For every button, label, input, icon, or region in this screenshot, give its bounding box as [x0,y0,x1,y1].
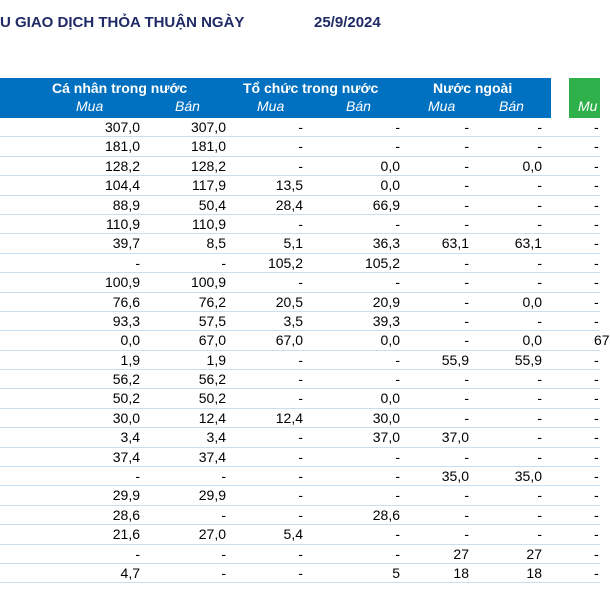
table-cell: - [464,177,469,194]
table-cell: - [464,254,469,271]
table-cell: - [594,506,599,523]
table-cell: 55,9 [441,351,469,368]
table-cell: - [135,468,140,485]
group-header-institution-domestic: Tổ chức trong nước [243,80,379,96]
table-cell: - [594,371,599,388]
table-cell: - [537,409,542,426]
table-cell: 55,9 [514,351,542,368]
table-cell: 37,0 [372,429,400,446]
subheader-buy: Mua [428,98,456,114]
table-cell: - [537,138,542,155]
table-row [0,486,600,505]
table-cell: - [395,119,400,135]
table-cell: 20,9 [372,293,400,310]
table-cell: - [298,429,303,446]
table-cell: - [537,487,542,504]
table-cell: - [395,545,400,562]
table-cell: 5,1 [283,235,303,252]
table-row [0,254,600,273]
table-cell: 57,5 [198,312,226,329]
table-cell: - [594,293,599,310]
table-cell: - [298,274,303,291]
table-cell: - [298,390,303,407]
table-cell: - [594,390,599,407]
table-cell: 50,2 [198,390,226,407]
table-cell: 105,2 [267,254,303,271]
data-rows [0,118,610,583]
table-cell: - [594,409,599,426]
table-cell: 39,7 [112,235,140,252]
subheader-sell: Bán [346,98,371,114]
table-cell: 3,4 [206,429,226,446]
table-cell: - [298,371,303,388]
table-cell: 50,4 [198,196,226,213]
table-cell: 18 [453,564,469,581]
table-cell: - [221,564,226,581]
table-cell: 128,2 [104,157,140,174]
table-cell: - [537,390,542,407]
table-cell: 67 [594,332,610,349]
table-cell: - [464,138,469,155]
table-cell: - [594,274,599,291]
table-cell: - [221,545,226,562]
table-cell: - [298,545,303,562]
table-cell: 117,9 [192,177,226,194]
table-cell: - [464,332,469,349]
table-cell: 0,0 [522,332,542,349]
table-cell: - [537,177,542,194]
table-cell: 100,9 [104,274,140,291]
table-cell: - [464,274,469,291]
table-cell: - [464,526,469,543]
table-row [0,196,600,215]
subheader-buy: Mua [257,98,285,114]
table-cell: - [594,526,599,543]
group-header-individual-domestic: Cá nhân trong nước [52,80,188,96]
table-cell: - [594,468,599,485]
table-cell: 100,9 [190,274,226,291]
table-cell: - [464,487,469,504]
table-cell: - [298,487,303,504]
table-row [0,312,600,331]
table-row [0,467,600,486]
table-cell: 110,9 [192,215,226,232]
table-cell: - [395,215,400,232]
table-row [0,293,600,312]
table-cell: 181,0 [190,138,226,155]
table-cell: 35,0 [441,468,469,485]
table-cell: - [464,409,469,426]
table-cell: - [537,448,542,465]
table-cell: - [395,448,400,465]
table-cell: - [594,119,599,135]
table-cell: - [594,487,599,504]
table-cell: 30,0 [372,409,400,426]
table-cell: 63,1 [441,235,469,252]
table-cell: - [537,274,542,291]
table-cell: 0,0 [120,332,140,349]
table-cell: - [594,215,599,232]
table-cell: - [221,468,226,485]
table-cell: 21,6 [112,526,140,543]
table-cell: 0,0 [380,332,400,349]
table-cell: - [298,138,303,155]
table-cell: - [135,545,140,562]
table-cell: 66,9 [372,196,400,213]
table-cell: - [594,138,599,155]
subheader-sell: Bán [175,98,200,114]
table-cell: 30,0 [112,409,140,426]
table-cell: - [594,351,599,368]
table-cell: - [298,119,303,135]
table-cell: - [464,157,469,174]
table-cell: 67,0 [198,332,226,349]
table-cell: 5,4 [283,526,303,543]
table-cell: - [594,196,599,213]
table-row [0,215,600,234]
table-cell: 36,3 [372,235,400,252]
table-cell: 12,4 [275,409,303,426]
table-row [0,506,600,525]
table-cell: - [594,254,599,271]
table-cell: - [594,312,599,329]
table-cell: - [594,429,599,446]
table-row [0,564,600,583]
table-cell: 67,0 [275,332,303,349]
table-cell: - [537,215,542,232]
report-date: 25/9/2024 [314,14,381,31]
table-row [0,409,600,428]
table-cell: 13,5 [275,177,303,194]
table-cell: 110,9 [106,215,140,232]
table-cell: - [395,351,400,368]
table-row [0,176,600,195]
table-cell: 88,9 [112,196,140,213]
table-cell: 27 [526,545,542,562]
table-row [0,545,600,564]
table-cell: 3,4 [120,429,140,446]
table-row [0,428,600,447]
table-cell: - [464,119,469,135]
table-cell: 181,0 [104,138,140,155]
table-cell: 27 [453,545,469,562]
table-cell: 37,4 [112,448,140,465]
table-cell: - [537,312,542,329]
table-cell: - [298,157,303,174]
table-cell: 0,0 [522,293,542,310]
table-cell: - [537,119,542,135]
table-cell: 39,3 [372,312,400,329]
table-cell: - [537,429,542,446]
table-cell: 29,9 [198,487,226,504]
table-cell: 37,4 [198,448,226,465]
table-cell: - [594,448,599,465]
table-cell: - [395,371,400,388]
table-cell: - [464,196,469,213]
table-cell: - [464,448,469,465]
table-cell: - [298,448,303,465]
table-cell: 3,5 [283,312,303,329]
table-cell: - [594,235,599,252]
table-cell: 4,7 [120,564,140,581]
table-cell: - [298,215,303,232]
table-cell: 37,0 [441,429,469,446]
table-cell: 128,2 [190,157,226,174]
table-cell: - [464,293,469,310]
table-cell: 0,0 [380,157,400,174]
report-title: U GIAO DỊCH THỎA THUẬN NGÀY [0,14,245,31]
table-cell: - [464,215,469,232]
table-cell: - [221,506,226,523]
table-cell: 63,1 [514,235,542,252]
table-cell: 0,0 [380,177,400,194]
table-cell: 76,6 [112,293,140,310]
table-cell: 105,2 [364,254,400,271]
subheader-sell: Bán [499,98,524,114]
table-cell: - [594,157,599,174]
table-row [0,389,600,408]
table-cell: 1,9 [206,351,226,368]
subheader-buy: Mua [76,98,104,114]
table-cell: - [298,564,303,581]
table-cell: - [298,506,303,523]
table-cell: - [464,390,469,407]
table-cell: 76,2 [198,293,226,310]
table-cell: - [537,526,542,543]
table-row [0,273,600,292]
table-row [0,351,600,370]
table-cell: 28,4 [275,196,303,213]
table-cell: - [594,545,599,562]
table-cell: - [298,468,303,485]
table-cell: - [395,468,400,485]
table-cell: 35,0 [514,468,542,485]
table-cell: 28,6 [372,506,400,523]
table-cell: - [464,371,469,388]
table-cell: 307,0 [190,119,226,135]
table-cell: - [395,138,400,155]
table-cell: 307,0 [104,119,140,135]
table-cell: - [594,177,599,194]
table-cell: 20,5 [275,293,303,310]
table-cell: 1,9 [120,351,140,368]
table-cell: - [298,351,303,368]
table-cell: - [221,254,226,271]
table-cell: - [395,487,400,504]
table-cell: - [537,196,542,213]
table-cell: 50,2 [112,390,140,407]
table-cell: - [537,371,542,388]
table-cell: 93,3 [112,312,140,329]
table-row [0,370,600,389]
table-cell: 27,0 [198,526,226,543]
table-row [0,137,600,156]
table-cell: 5 [392,564,400,581]
table-cell: - [464,506,469,523]
subheader-green-buy: Mu [578,98,598,114]
table-row [0,118,600,137]
table-cell: 18 [526,564,542,581]
table-cell: 8,5 [206,235,226,252]
table-cell: 12,4 [198,409,226,426]
report-title-bar [0,0,600,76]
table-cell: 56,2 [198,371,226,388]
table-cell: - [464,312,469,329]
table-row [0,525,600,544]
table-cell: - [135,254,140,271]
table-row [0,331,610,350]
table-cell: 104,4 [104,177,140,194]
table-cell: 0,0 [522,157,542,174]
table-cell: - [537,254,542,271]
table-cell: 29,9 [112,487,140,504]
table-cell: - [594,564,599,581]
table-cell: 28,6 [112,506,140,523]
table-row [0,157,600,176]
group-header-foreign: Nước ngoài [433,80,513,96]
table-cell: - [395,526,400,543]
table-cell: - [537,506,542,523]
table-row [0,448,600,467]
table-row [0,234,600,253]
table-cell: 0,0 [380,390,400,407]
table-cell: - [395,274,400,291]
table-cell: 56,2 [112,371,140,388]
